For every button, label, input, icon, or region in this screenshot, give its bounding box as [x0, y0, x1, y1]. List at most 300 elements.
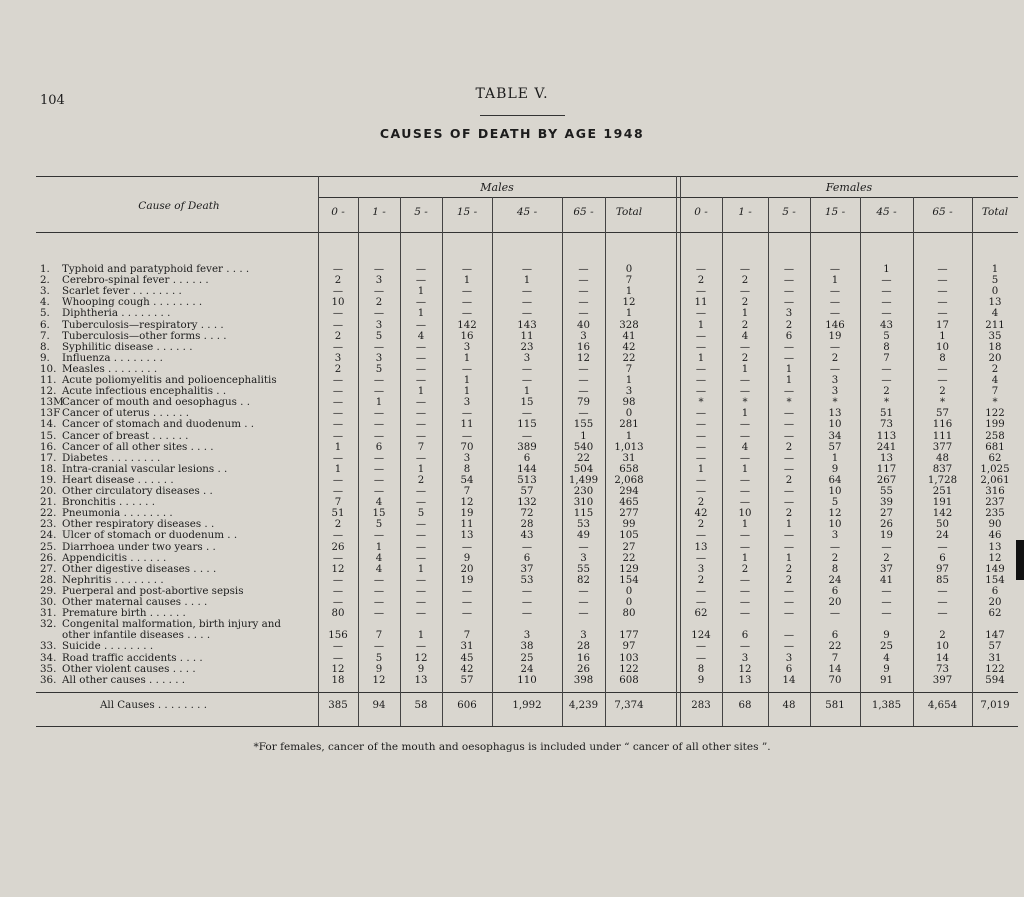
cause-number: 20.: [40, 485, 57, 497]
female-value: —: [829, 264, 841, 275]
female-value: —: [695, 363, 707, 375]
male-value: —: [461, 541, 473, 553]
female-value: —: [937, 297, 948, 309]
cause-number: 26.: [40, 551, 57, 564]
male-value: 129: [619, 563, 639, 575]
male-value: 2: [417, 474, 425, 486]
female-value: 1: [785, 552, 793, 564]
female-value: 5: [883, 330, 890, 342]
male-value: 57: [520, 486, 534, 497]
female-value: —: [783, 486, 795, 497]
female-value: 51: [880, 408, 893, 420]
male-value: 3: [523, 630, 531, 642]
female-value: —: [937, 275, 948, 287]
male-value: 142: [457, 319, 477, 331]
female-value: 10: [828, 519, 842, 531]
female-value: 13: [880, 452, 893, 464]
male-value: 97: [622, 641, 636, 653]
male-value: 25: [520, 652, 534, 664]
male-value: —: [332, 419, 344, 431]
male-value: —: [578, 308, 589, 320]
female-value: 9: [697, 674, 705, 686]
female-value: 2: [697, 519, 705, 531]
male-value: —: [373, 452, 385, 464]
male-value: 82: [577, 574, 590, 586]
female-value: 2: [741, 297, 749, 309]
male-value: 513: [517, 474, 537, 486]
cause-number: 27.: [40, 562, 57, 575]
female-value: 1: [785, 375, 793, 386]
cause-text: Cancer of stomach and duodenum . .: [62, 418, 255, 431]
male-value: 98: [622, 397, 636, 409]
female-value: 31: [988, 652, 1002, 664]
female-value: 7: [831, 652, 839, 664]
male-value: 12: [577, 352, 590, 364]
male-value: —: [415, 452, 427, 464]
female-value: —: [937, 363, 948, 375]
male-value: 7: [463, 630, 471, 642]
male-value: —: [415, 585, 427, 597]
cause-text: All other causes . . . . . .: [62, 673, 186, 686]
cause-text: Cerebro-spinal fever . . . . . .: [62, 274, 209, 287]
male-value: 7: [417, 441, 425, 453]
female-value: 2: [785, 319, 793, 331]
male-value: 12: [622, 297, 636, 309]
female-value: —: [695, 441, 707, 453]
male-value: —: [373, 308, 385, 320]
male-value: —: [332, 652, 344, 664]
female-value: 2: [741, 319, 749, 331]
female-value: 146: [825, 319, 845, 331]
male-value: 72: [520, 508, 534, 520]
male-value: 230: [573, 486, 594, 497]
males-age-header: 65 -: [573, 206, 594, 218]
male-value: 26: [577, 663, 590, 675]
female-value: 3: [831, 530, 839, 542]
male-value: 1: [580, 430, 587, 442]
female-value: 14: [828, 663, 842, 675]
female-value: 42: [694, 508, 708, 520]
cause-text: Whooping cough . . . . . . . .: [62, 296, 203, 309]
female-value: 1: [831, 452, 839, 464]
cause-label: [40, 675, 316, 686]
female-value: —: [695, 308, 707, 320]
male-total: 606: [457, 700, 477, 711]
female-value: 62: [988, 608, 1002, 620]
female-value: 97: [936, 563, 949, 575]
male-value: —: [415, 574, 427, 586]
male-value: 115: [573, 508, 594, 520]
male-value: 465: [619, 497, 639, 509]
cause-number: 34.: [40, 651, 57, 664]
female-value: —: [881, 363, 892, 375]
male-value: 43: [520, 530, 534, 542]
male-value: —: [332, 452, 344, 464]
male-value: —: [578, 297, 589, 309]
male-value: 41: [622, 330, 636, 342]
cause-number: 16.: [40, 440, 57, 453]
male-value: 8: [463, 463, 471, 475]
female-value: 2: [785, 441, 793, 453]
female-value: 258: [985, 430, 1005, 442]
page-edge-shadow: [1016, 540, 1024, 580]
female-value: 122: [985, 408, 1005, 420]
male-value: —: [373, 286, 385, 298]
female-value: —: [695, 264, 707, 275]
females-age-header: 5 -: [782, 206, 796, 218]
female-value: 1: [697, 463, 705, 475]
female-total: 581: [825, 700, 845, 711]
female-value: —: [695, 597, 707, 608]
table-top-rule: [36, 176, 1018, 177]
female-value: 6: [831, 630, 839, 642]
female-value: —: [695, 530, 707, 542]
female-value: 1: [697, 319, 705, 331]
male-value: 6: [375, 441, 383, 453]
male-value: 9: [375, 663, 383, 675]
male-value: —: [332, 319, 344, 331]
male-value: 18: [331, 674, 345, 686]
male-total: 94: [372, 700, 386, 711]
cause-number: 32.: [40, 618, 57, 631]
female-value: 24: [828, 574, 842, 586]
male-value: —: [415, 375, 427, 386]
female-value: —: [881, 608, 892, 620]
male-value: 22: [622, 352, 636, 364]
cause-text: Other digestive diseases . . . .: [62, 562, 217, 575]
female-value: 10: [828, 419, 842, 431]
cause-text: Intra-cranial vascular lesions . .: [62, 462, 228, 475]
female-value: —: [739, 264, 751, 275]
female-value: 14: [936, 652, 949, 664]
male-value: —: [578, 363, 589, 375]
male-value: —: [415, 397, 427, 409]
cause-number: 31.: [40, 607, 57, 620]
male-value: —: [461, 308, 473, 320]
female-value: —: [937, 286, 948, 298]
female-value: *: [883, 397, 890, 409]
female-value: —: [829, 297, 841, 309]
male-total: 7,374: [614, 700, 644, 711]
female-value: 1: [939, 330, 946, 342]
female-value: —: [937, 597, 948, 608]
female-value: —: [739, 541, 751, 553]
male-value: 27: [622, 541, 636, 553]
female-value: *: [832, 397, 838, 409]
female-value: 2: [939, 386, 946, 398]
cause-number: 24.: [40, 529, 57, 542]
male-value: —: [415, 275, 427, 287]
female-value: —: [739, 286, 751, 298]
male-value: 11: [520, 330, 534, 342]
male-value: 1: [463, 275, 471, 287]
cause-text: Ulcer of stomach or duodenum . .: [62, 529, 238, 542]
male-value: 7: [334, 497, 342, 509]
male-value: —: [415, 597, 427, 608]
female-value: 34: [828, 430, 842, 442]
females-age-header: 45 -: [876, 206, 897, 218]
female-value: —: [739, 375, 751, 386]
male-value: 110: [517, 674, 537, 686]
cause-text: Diphtheria . . . . . . . .: [62, 307, 171, 320]
cause-text: Other maternal causes . . . .: [62, 596, 208, 608]
female-value: —: [881, 541, 892, 553]
cause-number: 33.: [40, 640, 57, 653]
female-value: 594: [985, 674, 1005, 686]
female-value: —: [783, 597, 795, 608]
male-value: —: [373, 430, 385, 442]
female-value: —: [695, 474, 707, 486]
male-value: —: [373, 341, 385, 353]
female-value: —: [695, 408, 707, 420]
cause-number: 18.: [40, 462, 57, 475]
female-value: —: [695, 430, 707, 442]
cause-text: Suicide . . . . . . . .: [62, 640, 154, 653]
table-title: TABLE V.: [475, 86, 549, 102]
female-value: 17: [936, 319, 949, 331]
female-value: —: [881, 597, 892, 608]
male-value: 16: [460, 330, 474, 342]
male-value: 1: [523, 275, 531, 287]
title-underline: [480, 115, 565, 116]
male-value: 144: [517, 463, 537, 475]
female-value: —: [739, 585, 751, 597]
cause-number: 7.: [40, 329, 50, 342]
female-value: —: [695, 286, 707, 298]
female-value: 10: [936, 341, 949, 353]
male-value: —: [461, 363, 473, 375]
female-value: 241: [876, 441, 897, 453]
female-value: —: [783, 297, 795, 309]
female-value: 2: [785, 474, 793, 486]
totals-top-rule: [36, 692, 1018, 693]
female-value: 681: [985, 441, 1005, 453]
male-value: 57: [460, 674, 474, 686]
cause-text: Other respiratory diseases . .: [62, 518, 215, 531]
cause-number: 14.: [40, 418, 57, 431]
male-value: —: [415, 497, 427, 509]
male-value: —: [373, 264, 385, 275]
cause-text: Heart disease . . . . . .: [62, 473, 174, 486]
female-value: 6: [785, 663, 793, 675]
male-value: 79: [577, 397, 590, 409]
cause-text: Acute poliomyelitis and polioencephalitis: [62, 374, 277, 386]
female-value: 8: [831, 563, 839, 575]
female-value: 1: [741, 519, 749, 531]
male-value: —: [373, 486, 385, 497]
male-value: 3: [375, 275, 383, 287]
male-value: —: [332, 486, 344, 497]
female-value: 2: [741, 352, 749, 364]
male-value: —: [415, 408, 427, 420]
female-value: 6: [741, 630, 749, 642]
male-value: —: [332, 264, 344, 275]
cause-number: 4.: [40, 296, 50, 309]
male-value: —: [415, 519, 427, 531]
female-value: —: [829, 286, 841, 298]
female-value: 13: [694, 541, 708, 553]
female-value: 20: [988, 597, 1002, 608]
female-value: *: [742, 397, 748, 409]
male-value: —: [373, 375, 385, 386]
male-value: —: [373, 641, 385, 653]
male-value: 38: [520, 641, 534, 653]
female-value: 48: [936, 452, 949, 464]
female-value: 113: [876, 430, 897, 442]
female-value: —: [783, 275, 795, 287]
male-value: 16: [577, 341, 590, 353]
page-number: 104: [40, 93, 65, 108]
female-value: 70: [828, 674, 842, 686]
male-value: 1: [417, 308, 425, 320]
female-value: 2: [831, 552, 839, 564]
cause-text: Diabetes . . . . . . . .: [62, 451, 161, 464]
female-value: 124: [691, 630, 711, 642]
female-value: 10: [828, 486, 842, 497]
male-value: —: [521, 363, 533, 375]
female-value: —: [739, 386, 751, 398]
males-age-header: 0 -: [331, 206, 345, 218]
male-value: 0: [625, 408, 633, 420]
female-value: 2: [697, 574, 705, 586]
female-value: —: [881, 297, 892, 309]
male-value: 12: [331, 563, 345, 575]
cause-number: 36.: [40, 673, 57, 686]
female-value: 6: [831, 585, 839, 597]
female-value: 11: [694, 297, 708, 309]
male-value: 37: [520, 563, 534, 575]
table-bottom-rule: [36, 726, 1018, 727]
female-value: 85: [936, 574, 949, 586]
male-value: 7: [625, 275, 633, 287]
male-value: 1: [463, 375, 471, 386]
male-value: —: [415, 297, 427, 309]
female-value: 2: [785, 574, 793, 586]
female-value: 18: [988, 341, 1002, 353]
cause-text: Other circulatory diseases . .: [62, 485, 213, 497]
female-value: 13: [738, 674, 752, 686]
male-value: 1: [334, 463, 342, 475]
female-value: *: [939, 397, 946, 409]
cause-number: 17.: [40, 451, 57, 464]
male-value: 1: [417, 630, 425, 642]
males-age-header: 1 -: [372, 206, 386, 218]
male-value: —: [332, 430, 344, 442]
male-value: 28: [520, 519, 534, 531]
male-value: —: [461, 408, 473, 420]
male-value: —: [373, 608, 385, 620]
column-header-rule: [36, 232, 1018, 233]
female-value: 199: [985, 419, 1005, 431]
male-value: 132: [517, 497, 537, 509]
cause-number: 19.: [40, 473, 57, 486]
female-value: 6: [785, 330, 793, 342]
male-value: 328: [619, 319, 639, 331]
female-value: 1: [785, 363, 793, 375]
male-value: —: [521, 375, 533, 386]
female-value: 2: [883, 386, 890, 398]
male-value: —: [415, 541, 427, 553]
male-value: 31: [622, 452, 636, 464]
male-value: 3: [463, 397, 471, 409]
male-value: —: [415, 419, 427, 431]
cause-number: 21.: [40, 496, 57, 509]
male-value: —: [461, 597, 473, 608]
male-value: —: [415, 319, 427, 331]
male-value: —: [461, 286, 473, 298]
male-value: 7: [463, 486, 471, 497]
female-value: 19: [880, 530, 893, 542]
male-value: —: [373, 463, 385, 475]
male-value: —: [332, 386, 344, 398]
male-value: 115: [517, 419, 537, 431]
male-value: 0: [625, 585, 633, 597]
female-value: 1: [991, 264, 999, 275]
male-value: 2: [334, 519, 342, 531]
male-value: 177: [619, 630, 639, 642]
females-age-header: 0 -: [694, 206, 708, 218]
females-age-header: 1 -: [738, 206, 752, 218]
male-value: 10: [331, 297, 345, 309]
male-value: 53: [520, 574, 534, 586]
female-value: 57: [988, 641, 1002, 653]
male-value: —: [332, 308, 344, 320]
cause-number: 29.: [40, 584, 57, 597]
male-value: —: [415, 486, 427, 497]
female-value: 2: [741, 275, 749, 287]
cause-text: Congenital malformation, birth injury and: [62, 618, 281, 631]
male-value: —: [578, 286, 589, 298]
cause-text: Cancer of mouth and oesophagus . .: [62, 396, 250, 409]
female-value: 4: [991, 308, 999, 320]
female-value: —: [881, 308, 892, 320]
male-value: 7: [375, 630, 383, 642]
male-value: 5: [417, 508, 425, 520]
male-value: —: [415, 552, 427, 564]
male-value: 22: [622, 552, 636, 564]
female-value: 3: [831, 375, 839, 386]
male-value: —: [373, 597, 385, 608]
male-value: —: [521, 608, 533, 620]
female-value: —: [739, 641, 751, 653]
female-value: —: [783, 630, 795, 642]
female-value: 2: [741, 563, 749, 575]
female-value: —: [783, 286, 795, 298]
male-value: —: [578, 264, 589, 275]
female-value: —: [881, 375, 892, 386]
male-value: 2: [334, 275, 342, 287]
male-value: 6: [523, 552, 531, 564]
male-value: 42: [460, 663, 474, 675]
female-value: —: [937, 308, 948, 320]
male-value: —: [578, 375, 589, 386]
female-value: 46: [988, 530, 1002, 542]
female-value: 1: [741, 463, 749, 475]
cause-text: Influenza . . . . . . . .: [62, 351, 163, 364]
male-value: 3: [523, 352, 531, 364]
male-value: 15: [372, 508, 386, 520]
male-value: 2: [375, 297, 383, 309]
female-value: 13: [988, 297, 1002, 309]
male-value: 0: [625, 597, 633, 608]
cause-of-death-header: Cause of Death: [138, 200, 220, 212]
female-value: —: [937, 541, 948, 553]
female-value: 191: [932, 497, 953, 509]
female-value: 12: [738, 663, 752, 675]
male-value: 3: [463, 341, 471, 353]
female-total: 68: [738, 700, 752, 711]
male-value: —: [332, 375, 344, 386]
